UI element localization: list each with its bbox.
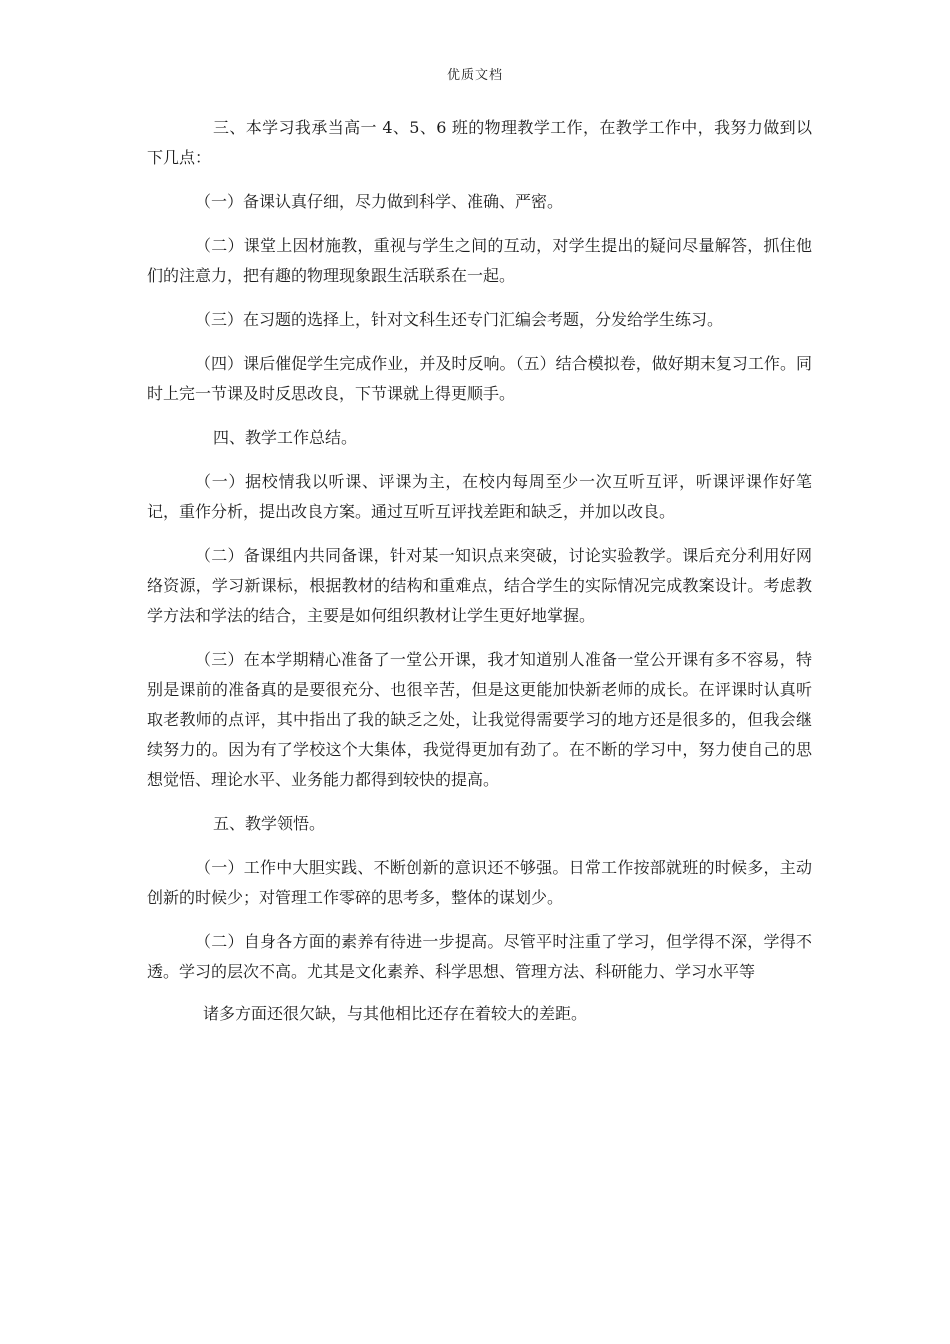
paragraph-3-4: （四）课后催促学生完成作业，并及时反响。（五）结合模拟卷，做好期末复习工作。同时上完一节课及时反思改良，下节课就上得更顺手。 bbox=[147, 354, 812, 403]
document-body bbox=[147, 113, 812, 1043]
section-heading-5: 五、教学领悟。 bbox=[213, 814, 326, 833]
paragraph-3-2: （二）课堂上因材施教，重视与学生之间的互动，对学生提出的疑问尽量解答，抓住他们的注意力，把有趣的物理现象跟生活联系在一起。 bbox=[147, 236, 812, 285]
paragraph-4-1: （一）据校情我以听课、评课为主，在校内每周至少一次互听互评，听课评课作好笔记，重作分析，提出改良方案。通过互听互评找差距和缺乏，并加以改良。 bbox=[147, 472, 812, 521]
paragraph-4-2: （二）备课组内共同备课，针对某一知识点来突破，讨论实验教学。课后充分利用好网络资源，学习新课标，根据教材的结构和重难点，结合学生的实际情况完成教案设计。考虑教学方法和学法的结合，主要是如何组织教材让学生更好地掌握。 bbox=[147, 546, 812, 625]
section-heading-4: 四、教学工作总结。 bbox=[213, 428, 358, 447]
paragraph-5-2: （二）自身各方面的素养有待进一步提高。尽管平时注重了学习，但学得不深，学得不透。学习的层次不高。尤其是文化素养、科学思想、管理方法、科研能力、学习水平等 bbox=[147, 932, 812, 981]
paragraph-3-1: （一）备课认真仔细，尽力做到科学、准确、严密。 bbox=[195, 192, 564, 211]
section-heading-3: 三、本学习我承当高一 4、5、6 班的物理教学工作，在教学工作中，我努力做到以下几点： bbox=[147, 118, 812, 167]
page-header: 优质文档 bbox=[446, 68, 503, 83]
paragraph-4-3: （三）在本学期精心准备了一堂公开课，我才知道别人准备一堂公开课有多不容易，特别是课前的准备真的是要很充分、也很辛苦，但是这更能加快新老师的成长。在评课时认真听取老教师的点评，其中指出了我的缺乏之处，让我觉得需要学习的地方还是很多的，但我会继续努力的。因为有了学校这个大集体，我觉得更加有劲了。在不断的学习中，努力使自己的思想觉悟、理论水平、业务能力都得到较快的提高。 bbox=[147, 650, 812, 789]
paragraph-5-2-continued: 诸多方面还很欠缺，与其他相比还存在着较大的差距。 bbox=[203, 1004, 588, 1023]
paragraph-3-3: （三）在习题的选择上，针对文科生还专门汇编会考题，分发给学生练习。 bbox=[195, 310, 724, 329]
paragraph-5-1: （一）工作中大胆实践、不断创新的意识还不够强。日常工作按部就班的时候多，主动创新的时候少；对管理工作零碎的思考多，整体的谋划少。 bbox=[147, 858, 812, 907]
